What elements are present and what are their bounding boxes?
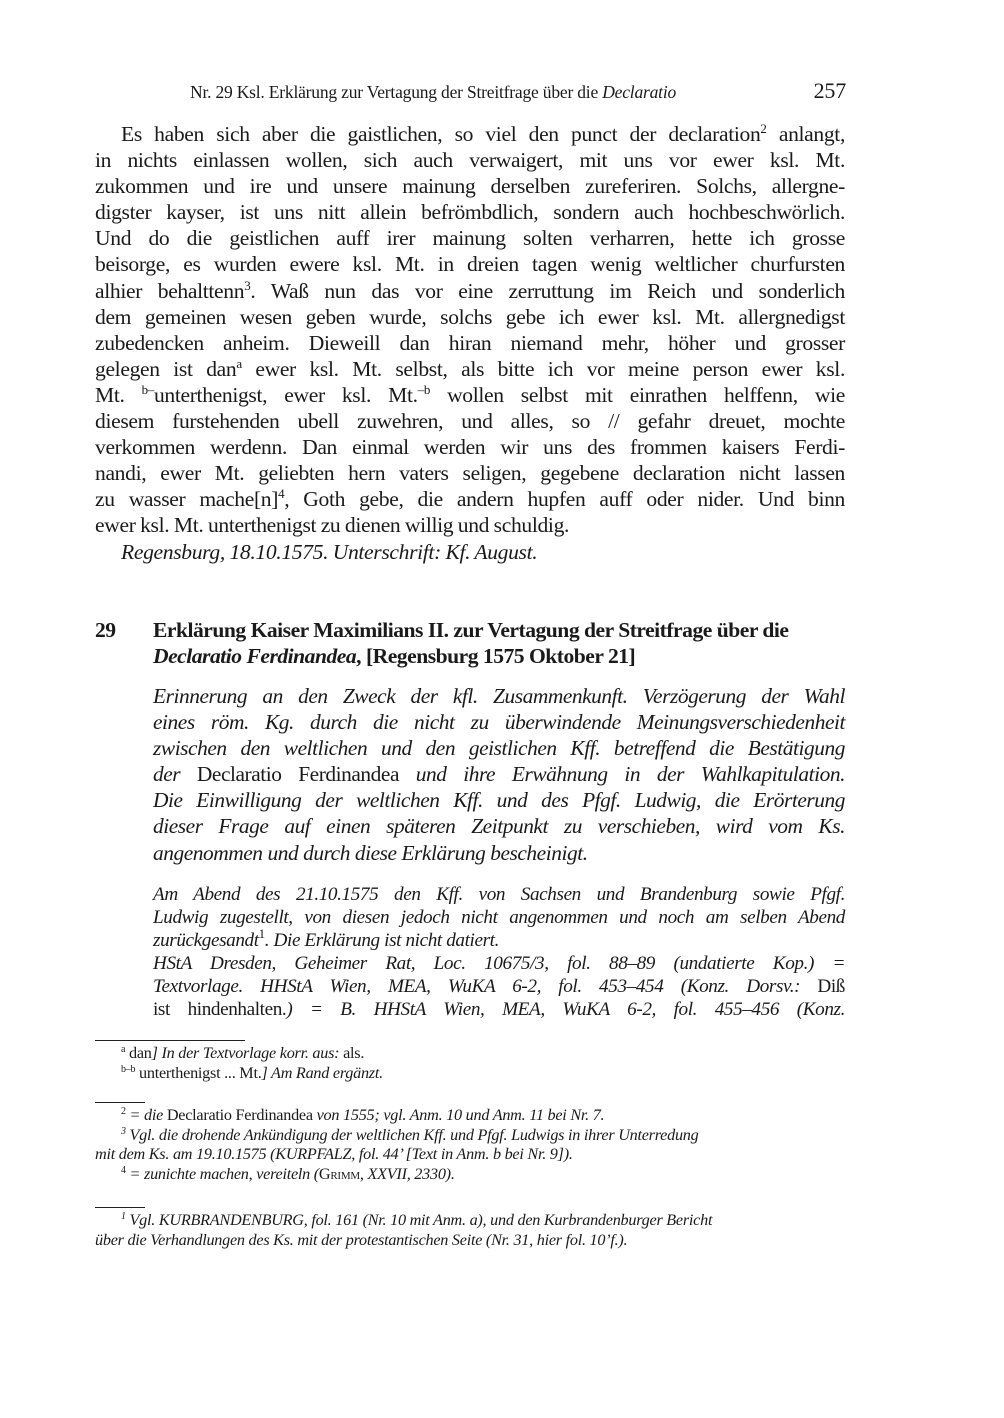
footnote-text: , XXVII, 2330). xyxy=(359,1164,455,1183)
footnote xyxy=(95,1106,845,1126)
source-line: Ludwig zugestellt, von diesen jedoch nicht angenommen und noch am selben Abend xyxy=(153,906,845,928)
text-span-upright: ist hindenhalten. xyxy=(153,998,287,1020)
regest-line: angenommen und durch diese Erklärung bescheinigt. xyxy=(153,840,588,865)
text-span: ) = B. HHStA Wien, MEA, WuKA 6-2, fol. 455–456 (Konz. xyxy=(286,998,845,1020)
text-line: beisorge, es wurden ewere ksl. Mt. in dreien tagen wenig weltlicher churfursten xyxy=(95,252,845,277)
regest-line xyxy=(153,761,845,787)
footnote xyxy=(95,1211,845,1231)
text-span: anlangt, xyxy=(766,122,845,146)
text-line: Und do die geistlichen auff irer mainung solten verharren, hette ich grosse xyxy=(95,226,845,251)
text-line xyxy=(95,121,845,147)
text-span: gelegen ist dan xyxy=(95,356,237,381)
note-text: als. xyxy=(343,1044,365,1062)
footnote-ref[interactable]: 1 xyxy=(258,925,265,941)
textcritical-note xyxy=(95,1044,845,1064)
running-head-title xyxy=(190,82,676,103)
text-span: zu wasser mache[n] xyxy=(95,487,279,512)
text-line xyxy=(95,278,845,304)
footnote-continuation: mit dem Ks. am 19.10.1575 (KURPFALZ, fol. 44’ [Text in Anm. b bei Nr. 9]). xyxy=(95,1145,573,1163)
text-span: wollen selbst mit einrathen helffenn, wie xyxy=(430,382,845,407)
textcritical-ref[interactable]: –b xyxy=(417,381,430,397)
note-text: ] In der Textvorlage korr. aus: xyxy=(151,1044,344,1062)
text-line: in nichts einlassen wollen, sich auch verwaigert, mit uns vor ewer ksl. Mt. xyxy=(95,148,845,173)
footnote-ref[interactable]: 4 xyxy=(278,486,285,502)
note-mark: b–b xyxy=(121,1063,136,1075)
regest-line: Erinnerung an den Zweck der kfl. Zusammenkunft. Verzögerung der Wahl xyxy=(153,684,845,708)
footnote-ref[interactable]: 3 xyxy=(244,277,251,293)
textcritical-apparatus xyxy=(95,1044,845,1083)
note-text: ] Am Rand ergänzt. xyxy=(261,1063,383,1082)
regest-line: eines röm. Kg. durch die nicht zu überwindende Meinungsverschiedenheit xyxy=(153,710,845,735)
regest-line: dieser Frage auf einen späteren Zeitpunkt zu verschieben, wird vom Ks. xyxy=(153,814,845,839)
running-head-title-italic: Declaratio xyxy=(602,82,677,102)
text-span: Textvorlage. HHStA Wien, MEA, WuKA 6-2, fol. 453–454 (Konz. Dorsv.: xyxy=(153,975,818,997)
regest xyxy=(153,683,845,866)
letter-footnotes xyxy=(95,1106,845,1184)
source-line: HStA Dresden, Geheimer Rat, Loc. 10675/3, fol. 88–89 (undatierte Kop.) = xyxy=(153,952,845,974)
footnote-text: Vgl. die drohende Ankündigung der weltlichen Kff. und Pfgf. Ludwigs in ihrer Unterredung xyxy=(129,1125,699,1144)
source-line: Am Abend des 21.10.1575 den Kff. von Sachsen und Brandenburg sowie Pfgf. xyxy=(153,884,845,905)
footnote-text: = zunichte machen, vereiteln ( xyxy=(129,1164,319,1183)
text-line xyxy=(95,382,845,408)
text-line xyxy=(95,356,845,382)
text-line: zukommen und ire und unsere mainung derselben zureferiren. Solchs, allergne- xyxy=(95,174,845,199)
document-number: 29 xyxy=(95,618,116,642)
regest-line: Die Einwilligung der weltlichen Kff. und des Pfgf. Ludwig, die Erörterung xyxy=(153,788,845,813)
textcritical-note xyxy=(95,1064,845,1084)
document-title xyxy=(153,617,853,669)
text-span: , Goth gebe, die andern hupfen auff oder nider. Und binn xyxy=(284,487,845,512)
footnote-text: = die xyxy=(129,1106,167,1124)
text-span: zurückgesandt xyxy=(153,929,259,951)
footnote-mark: 3 xyxy=(121,1125,126,1137)
text-span: der xyxy=(153,762,197,787)
footnote-rule xyxy=(95,1040,245,1041)
source-line xyxy=(153,999,845,1022)
footnote-mark: 2 xyxy=(121,1106,126,1117)
source-note xyxy=(153,884,845,1021)
footnote-mark: 4 xyxy=(121,1164,126,1176)
text-span: . Waß nun das vor eine zerruttung im Reich und sonderlich xyxy=(250,278,845,303)
text-line: nandi, ewer Mt. geliebten hern vaters seligen, gegebene declaration nicht lassen xyxy=(95,461,845,486)
source-line xyxy=(153,976,845,999)
document-footnotes xyxy=(95,1211,845,1250)
dateline: Regensburg, 18.10.1575. Unterschrift: Kf. August. xyxy=(121,539,538,564)
page-number: 257 xyxy=(813,78,846,103)
text-line: dem gemeinen wesen geben wurde, solchs gebe ich ewer ksl. Mt. allergnedigst xyxy=(95,304,845,329)
document-title-line1: Erklärung Kaiser Maximilians II. zur Vertagung der Streitfrage über die xyxy=(153,618,789,642)
footnote-text: Vgl. KURBRANDENBURG, fol. 161 (Nr. 10 mit Anm. a), und den Kurbrandenburger Bericht xyxy=(129,1211,713,1229)
note-mark: a xyxy=(121,1044,126,1055)
text-span-upright: Declaratio Ferdinandea xyxy=(196,762,399,787)
footnote-text-smallcaps: Grimm xyxy=(318,1164,360,1183)
text-span-upright: Diß xyxy=(817,975,845,997)
text-span: Mt. xyxy=(95,382,142,407)
footnote-continuation: über die Verhandlungen des Ks. mit der protestantischen Seite (Nr. 31, hier fol. 10’f.). xyxy=(95,1230,628,1249)
document-title-date: , [Regensburg 1575 Oktober 21] xyxy=(356,644,636,668)
note-lemma: unterthenigst ... Mt. xyxy=(139,1063,262,1082)
text-line: verkommen werdenn. Dan einmal werden wir uns des frommen kaisers Ferdi- xyxy=(95,435,845,460)
text-line xyxy=(95,486,845,512)
text-line: ewer ksl. Mt. unterthenigst zu dienen willig und schuldig. xyxy=(95,513,570,538)
text-line: zubedencken anheim. Dieweill dan hiran niemand mehr, höher und grosser xyxy=(95,330,845,355)
footnote-rule xyxy=(95,1207,145,1208)
footnote-ref[interactable]: 2 xyxy=(760,121,767,136)
text-span: und ihre Erwähnung in der Wahlkapitulation. xyxy=(399,762,845,787)
letter-text xyxy=(95,121,845,565)
textcritical-ref[interactable]: b– xyxy=(141,381,154,397)
document-title-italic: Declaratio Ferdinandea xyxy=(153,644,357,668)
text-span: Es haben sich aber die gaistlichen, so viel den punct der declaration xyxy=(121,122,761,146)
note-lemma: dan xyxy=(129,1044,152,1062)
source-line xyxy=(153,925,845,953)
regest-line: zwischen den weltlichen und den geistlichen Kff. betreffend die Bestätigung xyxy=(153,736,845,761)
footnote-rule xyxy=(95,1102,145,1103)
running-head-title-text: Nr. 29 Ksl. Erklärung zur Vertagung der Streitfrage über die xyxy=(190,82,603,102)
text-line: digster kayser, ist uns nitt allein befrömbdlich, sondern auch hochbeschwörlich. xyxy=(95,200,845,225)
footnote xyxy=(95,1165,845,1185)
footnote-text: von 1555; vgl. Anm. 10 und Anm. 11 bei Nr. 7. xyxy=(312,1106,605,1124)
text-span: alhier behalttenn xyxy=(95,278,245,303)
footnote xyxy=(95,1126,845,1146)
document-title-line2 xyxy=(153,643,853,669)
text-span: ewer ksl. Mt. selbst, als bitte ich vor meine person ewer ksl. xyxy=(241,356,845,381)
textcritical-ref[interactable]: a xyxy=(236,355,242,371)
text-span: unterthenigst, ewer ksl. Mt. xyxy=(153,382,418,407)
footnote-mark: 1 xyxy=(121,1211,126,1222)
footnote-text: Declaratio Ferdinandea xyxy=(166,1106,313,1124)
text-line: diesem furstehenden ubell zuwehren, und alles, so // gefahr dreuet, mochte xyxy=(95,409,845,434)
text-span: . Die Erklärung ist nicht datiert. xyxy=(264,929,499,951)
